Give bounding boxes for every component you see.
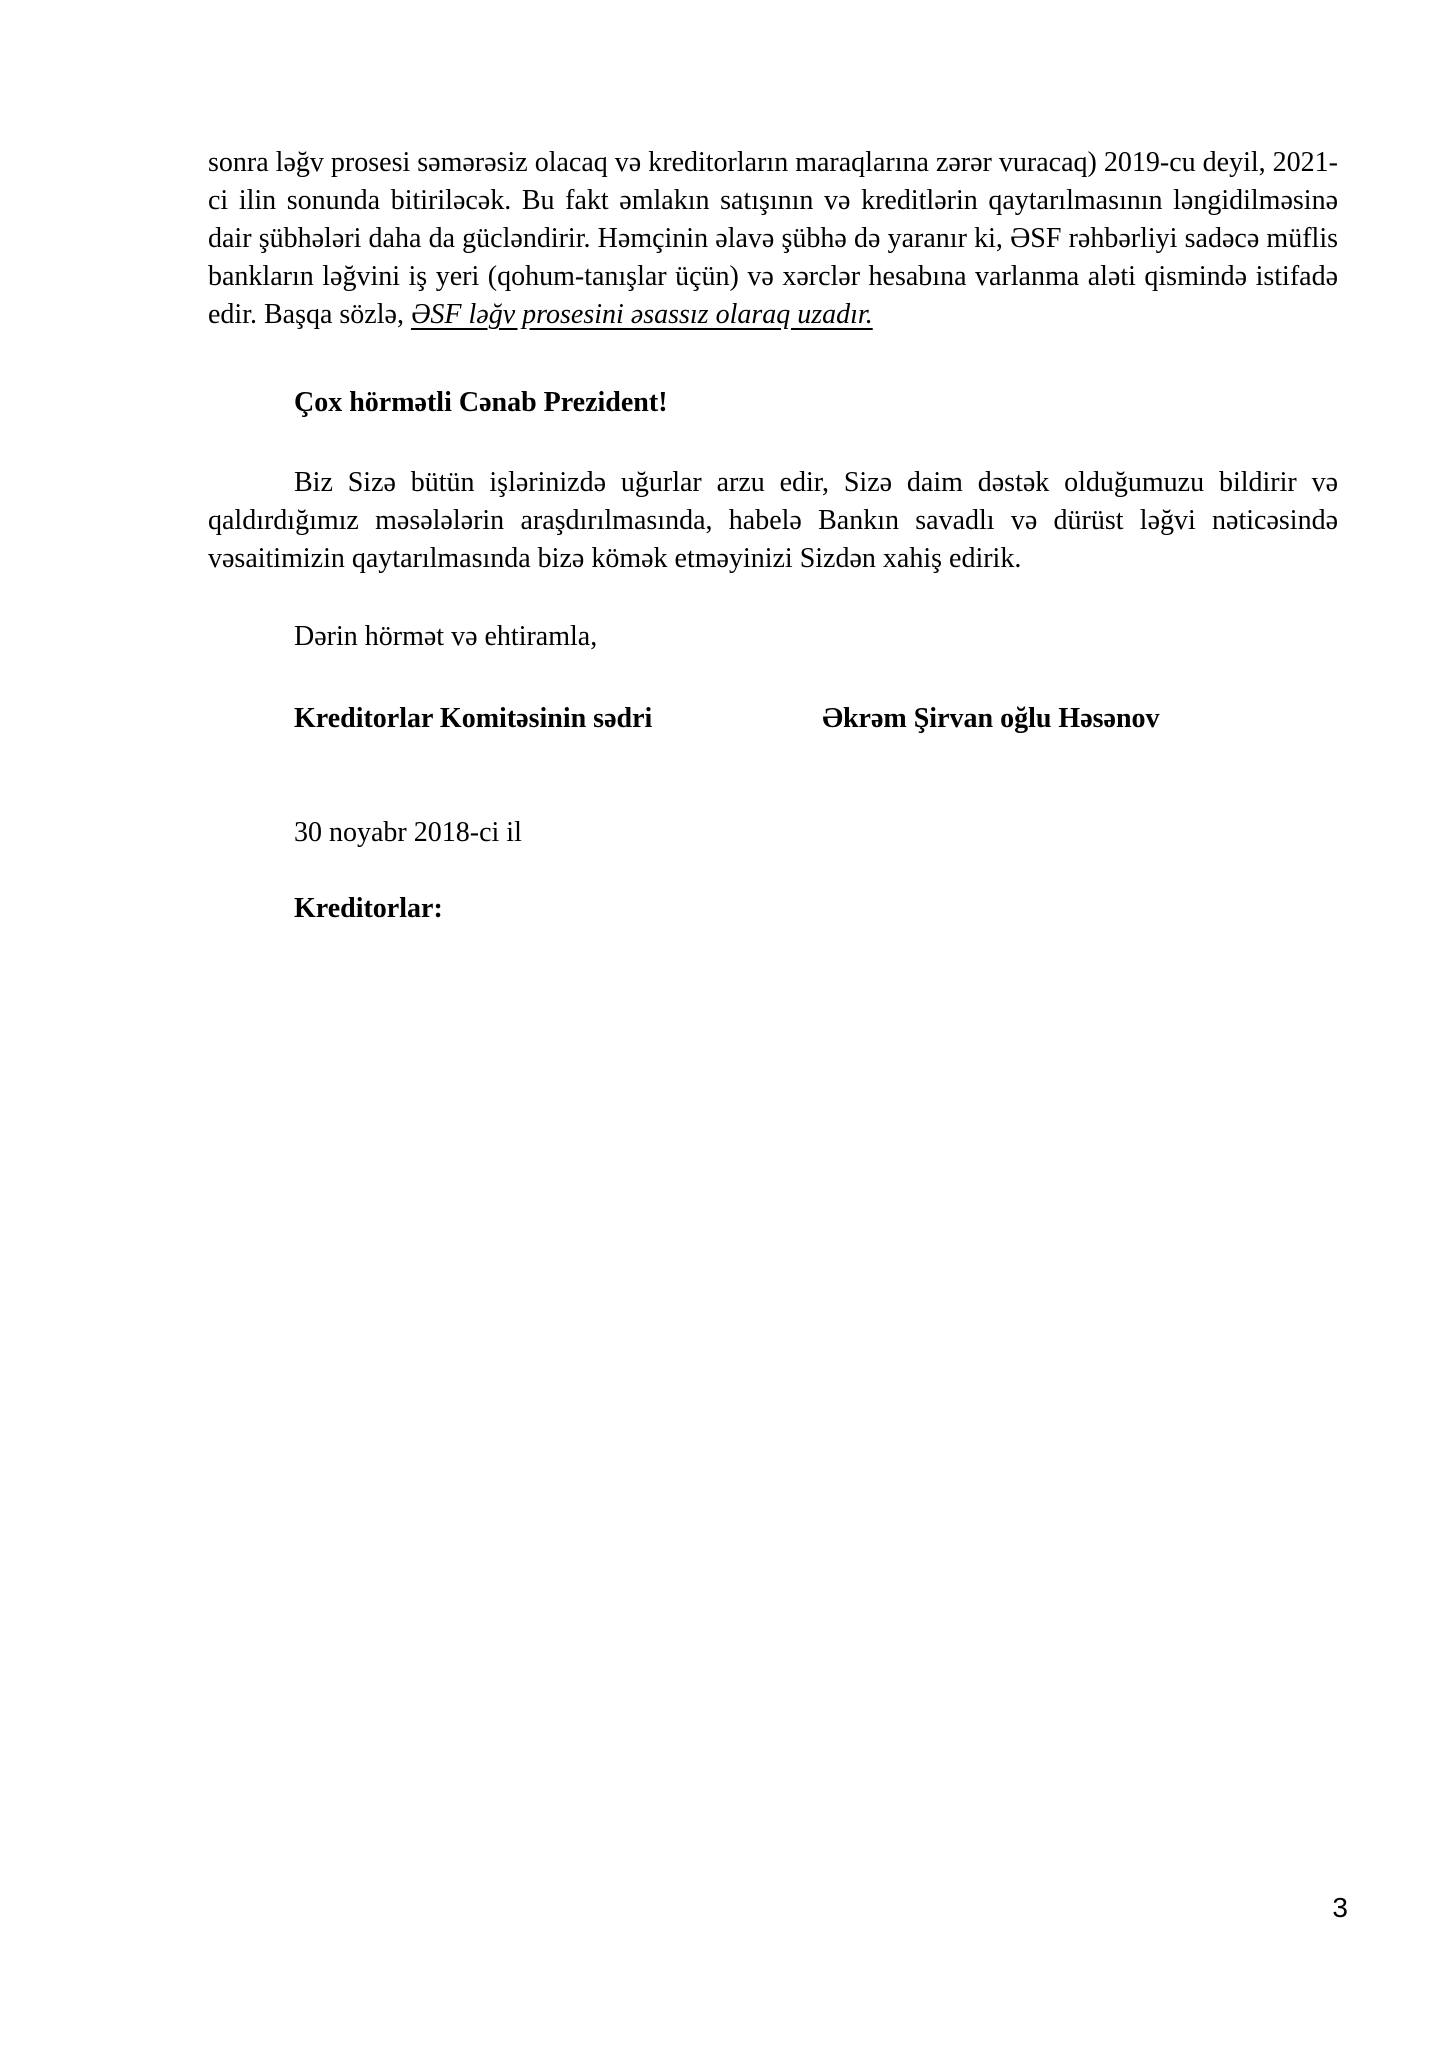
signature-title: Kreditorlar Komitəsinin sədri — [294, 703, 653, 734]
request-paragraph: Biz Sizə bütün işlərinizdə uğurlar arzu edir, Sizə daim dəstək olduğumuzu bildirir və qaldırdığımız məsələlərin araşdırılmasında, habelə Bankın savadlı və dürüst ləğvi nəticəsində vəsaitimizin qaytarılmasında bizə kömək etməyinizi Sizdən xahiş edirik. — [208, 467, 1338, 574]
closing-line: Dərin hörmət və ehtiramla, — [294, 621, 598, 652]
emphasized-clause: ƏSF ləğv prosesini əsassız olaraq uzadır. — [410, 299, 873, 330]
signature-row — [294, 700, 1338, 738]
page-number: 3 — [1332, 1892, 1348, 1923]
signature-name: Əkrəm Şirvan oğlu Həsənov — [822, 703, 1160, 734]
date-line: 30 noyabr 2018-ci il — [294, 817, 522, 848]
salutation-heading: Çox hörmətli Cənab Prezident! — [294, 387, 668, 418]
paragraph-continuation — [208, 144, 1338, 334]
paragraph-continuation-text: sonra ləğv prosesi səmərəsiz olacaq və kreditorların maraqlarına zərər vuracaq) 2019-cu deyil, 2021-ci ilin sonunda bitiriləcək. Bu fakt əmlakın satışının və kreditlərin qaytarılmasının ləngidilməsinə dair şübhələri daha da gücləndirir. Həmçinin əlavə şübhə də yaranır ki, ƏSF rəhbərliyi sadəcə müflis bankların ləğvini iş yeri (qohum-tanışlar üçün) və xərclər hesabına varlanma aləti qismində istifadə edir. Başqa sözlə, — [208, 147, 1338, 330]
creditors-label: Kreditorlar: — [294, 893, 443, 924]
